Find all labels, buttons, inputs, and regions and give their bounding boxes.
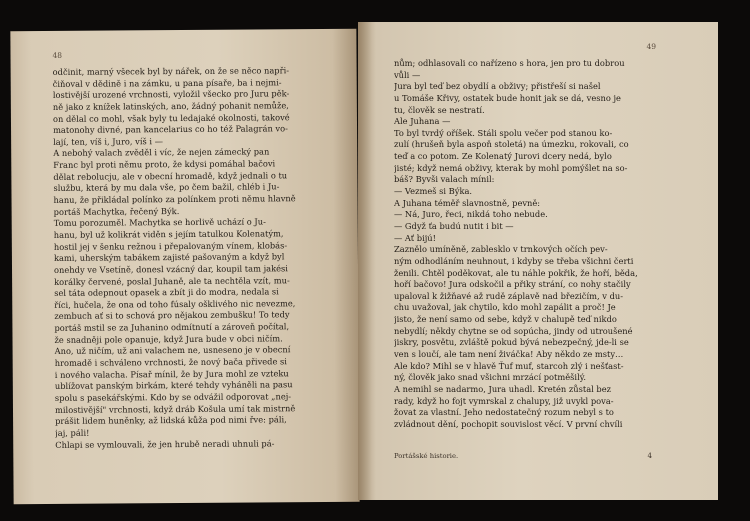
text-line: prášit lidem huněnky, až lidská kůža pod nimi řve: páli, xyxy=(55,414,287,427)
text-line: rady, když ho fojt vymrskal z chalupy, již uvykl pova- xyxy=(394,395,614,406)
gutter-shadow xyxy=(358,22,372,500)
text-line: hanu, byl už kolikrát viděn s jejím tatulkou Kolenatým, xyxy=(53,228,284,240)
text-line: jisté; když nemá obživy, kterak by mohl pomýšlet na so- xyxy=(394,162,628,173)
page-number: 49 xyxy=(646,42,656,51)
left-page-text xyxy=(53,65,344,451)
text-line: chu uvažoval, jak chytilo, kdo mohl zapálit a proč! Je xyxy=(394,302,616,313)
text-line: odčinit, marný všecek byl by nářek, on že se něco napři- xyxy=(52,65,290,77)
text-line: portáš mstil se za Juhanino odmítnutí a zároveň počítal, xyxy=(54,321,290,334)
footer-title: Portášské historie. xyxy=(394,452,459,460)
text-line: u Tomáše Křivy, ostatek bude honit jak se dá, vesno je xyxy=(394,92,621,103)
text-line: A nebohý valach zvěděl i víc, že nejen zámecký pan xyxy=(53,146,270,159)
text-line: Franc byl proti němu proto, že kdysi pomáhal bačovi xyxy=(53,158,276,171)
text-line: Ale Juhana — xyxy=(394,116,451,127)
text-line: To byl tvrdý oříšek. Stáli spolu večer pod stanou ko- xyxy=(394,127,613,138)
text-line: Ano, už ničím, už ani valachem ne, usneseno je v obecní xyxy=(54,344,291,357)
text-line: službu, která by mu dala vše, po čem bažil, chléb i Ju- xyxy=(53,181,280,194)
text-line: jiskry, posvětu, zvláště pokud bývá nebezpečný, jde-li se xyxy=(394,337,629,348)
text-line: portáš Machytka, řečený Býk. xyxy=(53,205,180,217)
text-line: že snadněji pole opanuje, když Jura bude v obci ničím. xyxy=(54,333,283,345)
text-line: spolu s pasekářskými. Kdo by se odvážil odporovat „nej- xyxy=(54,391,292,403)
text-line: onehdy ve Vsetíně, donesl vzácný dar, koupil tam jakési xyxy=(53,263,288,275)
text-line: lají, ten, víš i, Juro, víš i — xyxy=(53,135,164,147)
text-line: ženili. Chtěl poděkovat, ale tu náhle pokřik, že hoří, běda, xyxy=(394,267,638,278)
text-line: on dělal co mohl, však byly tu ledajaké okolnosti, takové xyxy=(52,111,290,124)
text-line: — Vezmeš si Býka. xyxy=(394,186,473,197)
text-line: hoří bačovo! Jura odskočil a přiky strání, co nohy stačily xyxy=(394,279,631,290)
page-number: 48 xyxy=(52,50,63,60)
right-page-text xyxy=(394,58,652,431)
text-line: říci, hučela, že ona od toho fúsaly ošklivého nic nevezme, xyxy=(54,298,296,310)
text-line: vůli — xyxy=(394,69,421,80)
text-line: korálky červené, poslal Juhaně, ale ta nechtěla vzít, mu- xyxy=(54,274,290,287)
text-line: tu, člověk se nestratí. xyxy=(394,104,485,115)
text-line: ně jako z knížek latinských, ano, žádný pohanit nemůže, xyxy=(52,100,289,112)
text-line: zvládnout dění, pochopit souvislost věcí. V první chvíli xyxy=(394,418,623,429)
text-line: jisto, že není samo od sebe, když v chalupě teď nikdo xyxy=(394,314,617,325)
page-footer xyxy=(394,452,652,460)
text-line: báš? Byvši valach mínil: xyxy=(394,174,495,185)
text-line: ven s loučí, ale tam není živáčka! Aby někdo ze msty… xyxy=(394,349,624,360)
text-line: hostil jej v šenku režnou i přepalovaným vínem, klobás- xyxy=(53,239,288,252)
text-line: zulí (hrušeň byla aspoň stoletá) na úmezku, rokovali, co xyxy=(394,139,629,150)
text-line: Zaznělo umíněně, zablesklo v trnkových očích pev- xyxy=(394,244,608,255)
text-line: — Gdyž ťa budú nutit i bit — xyxy=(394,220,514,231)
text-line: — Ná, Juro, řeci, nikdá toho nebude. xyxy=(394,209,548,220)
text-line: Jura byl teď bez obydlí a obživy; přistřeší si našel xyxy=(394,81,601,92)
text-line: A Juhana téměř slavnostně, pevně: xyxy=(394,197,541,208)
text-line: teď a co potom. Ze Kolenatý Jurovi dcery nedá, bylo xyxy=(394,151,612,162)
text-line: kami, uherským tabákem zajisté pašovaným a když byl xyxy=(53,251,285,264)
signature-mark: 4 xyxy=(647,452,652,460)
text-line: žovat za vlastní. Jeho nedostatečný rozum nebyl s to xyxy=(394,407,614,418)
text-line: Tomu porozuměl. Machytka se horlivě uchází o Ju- xyxy=(53,216,266,229)
text-line: matonohy divné, pan kancelarius co ho též Palagrán vo- xyxy=(53,123,288,136)
text-line: hanu, že přikládal polínko za polínkem proti němu hlavně xyxy=(53,193,296,205)
text-line: Ale kdo? Mihl se v hlavě Ťuf muf, starcoh zlý i nešťast- xyxy=(394,360,624,371)
text-line: sel táta odepnout opasek a zbít ji do modra, nedala si xyxy=(54,286,279,299)
text-line: upaloval k žižňavé až rudě záplavě nad březičím, v du- xyxy=(394,290,624,301)
text-line: nebydlí; někdy chytne se od sopúcha, jindy od utroušené xyxy=(394,325,633,336)
text-line: nům; odhlasovali co nařízeno s hora, jen pro tu dobrou xyxy=(394,58,625,68)
text-line: zembuch ať si to schová pro nějakou zembušku! To tedy xyxy=(54,309,290,322)
right-page xyxy=(358,22,718,500)
text-line: ný, člověk jako snad všichni mrzácí potměšilý. xyxy=(394,372,586,383)
left-page xyxy=(10,29,359,504)
text-line: lostivější urozené vrchnosti, vyložil všecko pro Juru pěk- xyxy=(52,88,290,101)
text-line: A nemihl se nadarmo, Jura uhadl. Kretén zůstal bez xyxy=(394,383,612,394)
text-line: dělat rebolucju, ale v obecní hromadě, když jednali o tu xyxy=(53,170,288,182)
text-line: Chlapi se vymlouvali, že jen hrubě neradi uhnuli pá- xyxy=(55,437,275,450)
text-line: — Ať bijú! xyxy=(394,232,436,243)
text-line: hromadě i schváleno vrchnosti, že nový bača přivede si xyxy=(54,356,287,368)
text-line: i nového valacha. Písař mínil, že by Jura mohl ze vzteku xyxy=(54,367,289,380)
text-line: čiňoval v dědině i na zámku, u pana písaře, ba i nejmi- xyxy=(52,76,282,89)
text-line: jaj, páli! xyxy=(55,427,90,438)
text-line: ublížovat panským birkám, které tehdy vyháněli na pasu xyxy=(54,379,293,392)
text-line: ným odhodláním neuhnout, i kdyby se třeba všichni čerti xyxy=(394,255,634,266)
text-line: milostivější" vrchnosti, když dráb Košula umí tak mistrně xyxy=(54,402,296,415)
